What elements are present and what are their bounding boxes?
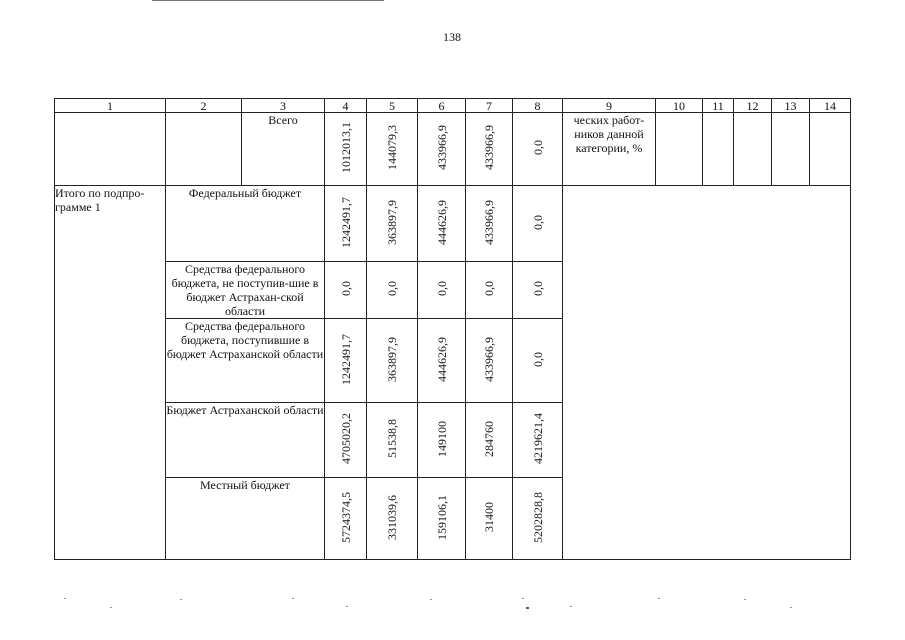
- value-text: 0,0: [530, 281, 545, 296]
- scan-speck: [570, 606, 572, 607]
- value-cell: [466, 113, 513, 186]
- value-text: 0,0: [385, 281, 399, 296]
- funding-source: Средства федерального бюджета, не поступив-шие в бюджет Астрахан-ской области: [166, 262, 325, 319]
- value-text: 4705020,2: [338, 413, 353, 464]
- column-number: 7: [466, 99, 513, 113]
- column-number: 2: [166, 99, 242, 113]
- value-text: 1242491,7: [338, 196, 353, 248]
- column-number: 1: [55, 99, 166, 113]
- empty-cell: [55, 113, 166, 186]
- empty-cell: [166, 113, 242, 186]
- value-text: 284760: [482, 420, 496, 457]
- value-cell: [466, 186, 513, 262]
- value-cell: [367, 113, 418, 186]
- value-cell: [325, 186, 367, 262]
- top-rule: [152, 0, 384, 1]
- value-cell: [513, 186, 563, 262]
- scan-speck: [430, 599, 432, 600]
- value-text: 5202828,8: [530, 491, 545, 543]
- column-number: 9: [563, 99, 656, 113]
- column-number: 14: [810, 99, 851, 113]
- value-cell: [513, 403, 563, 478]
- value-cell: [513, 319, 563, 403]
- indicator-text: ческих работ-ников данной категории, %: [563, 113, 656, 186]
- value-cell: [466, 403, 513, 478]
- value-text: 0,0: [530, 351, 545, 367]
- funding-source: Федеральный бюджет: [166, 186, 325, 262]
- value-cell: [367, 478, 418, 560]
- value-cell: [367, 403, 418, 478]
- value-cell: [418, 186, 466, 262]
- value-text: 51538,8: [385, 419, 399, 458]
- scan-speck: [64, 598, 66, 599]
- value-cell: [466, 478, 513, 560]
- value-cell: [325, 113, 367, 186]
- table-header-row: [55, 99, 851, 113]
- empty-cell: [772, 113, 810, 186]
- value-text: 1012013,1: [338, 122, 353, 173]
- value-text: 1242491,7: [338, 333, 353, 385]
- column-number: 6: [418, 99, 466, 113]
- funding-source: Бюджет Астраханской области: [166, 403, 325, 478]
- value-text: 0,0: [482, 281, 496, 296]
- value-text: 159106,1: [434, 494, 449, 540]
- value-text: 144079,3: [385, 125, 399, 170]
- empty-cell: [656, 113, 703, 186]
- value-text: 363897,9: [385, 336, 399, 382]
- scan-speck: [526, 607, 529, 609]
- value-cell: [466, 262, 513, 319]
- value-cell: [513, 478, 563, 560]
- column-number: 13: [772, 99, 810, 113]
- value-cell: [325, 262, 367, 319]
- empty-cell: [734, 113, 772, 186]
- value-text: 149100: [434, 420, 449, 457]
- total-label: Всего: [242, 113, 325, 186]
- value-cell: [466, 319, 513, 403]
- column-number: 8: [513, 99, 563, 113]
- value-text: 0,0: [338, 281, 353, 296]
- value-text: 4219621,4: [530, 413, 545, 464]
- scan-speck: [658, 598, 660, 599]
- scan-speck: [110, 607, 112, 608]
- scan-speck: [180, 599, 182, 600]
- column-number: 11: [703, 99, 734, 113]
- column-number: 5: [367, 99, 418, 113]
- column-number: 12: [734, 99, 772, 113]
- value-cell: [418, 113, 466, 186]
- value-text: 31400: [482, 502, 496, 532]
- budget-table: [54, 98, 851, 560]
- value-cell: [418, 262, 466, 319]
- value-cell: [325, 403, 367, 478]
- table-row-federal: [55, 186, 851, 262]
- value-text: 0,0: [530, 140, 545, 155]
- scan-speck: [346, 606, 348, 607]
- value-cell: [513, 262, 563, 319]
- value-cell: [325, 478, 367, 560]
- value-cell: [367, 319, 418, 403]
- value-cell: [418, 403, 466, 478]
- funding-source: Местный бюджет: [166, 478, 325, 560]
- value-text: 433966,9: [482, 125, 496, 170]
- value-cell: [325, 319, 367, 403]
- subprogram-label: Итого по подпро-грамме 1: [55, 186, 166, 560]
- scan-speck: [522, 598, 524, 599]
- value-cell: [367, 186, 418, 262]
- value-text: 331039,6: [385, 494, 399, 540]
- scan-speck: [790, 607, 792, 608]
- blank-area: [563, 186, 851, 560]
- value-text: 0,0: [530, 214, 545, 230]
- page-number: 138: [443, 30, 461, 44]
- empty-cell: [703, 113, 734, 186]
- value-text: 363897,9: [385, 199, 399, 245]
- column-number: 3: [242, 99, 325, 113]
- column-number: 4: [325, 99, 367, 113]
- funding-source: Средства федерального бюджета, поступившие в бюджет Астраханской области: [166, 319, 325, 403]
- scan-speck: [292, 598, 294, 599]
- value-text: 433966,9: [434, 125, 449, 170]
- column-number: 10: [656, 99, 703, 113]
- table-row-total: [55, 113, 851, 186]
- value-text: 444626,9: [434, 336, 449, 382]
- value-cell: [418, 478, 466, 560]
- value-cell: [513, 113, 563, 186]
- value-text: 0,0: [434, 281, 449, 296]
- scan-specks: [0, 590, 905, 620]
- value-cell: [367, 262, 418, 319]
- empty-cell: [810, 113, 851, 186]
- value-text: 5724374,5: [338, 491, 353, 543]
- value-text: 433966,9: [482, 199, 496, 245]
- scan-speck: [744, 599, 746, 600]
- value-text: 444626,9: [434, 199, 449, 245]
- value-cell: [418, 319, 466, 403]
- value-text: 433966,9: [482, 336, 496, 382]
